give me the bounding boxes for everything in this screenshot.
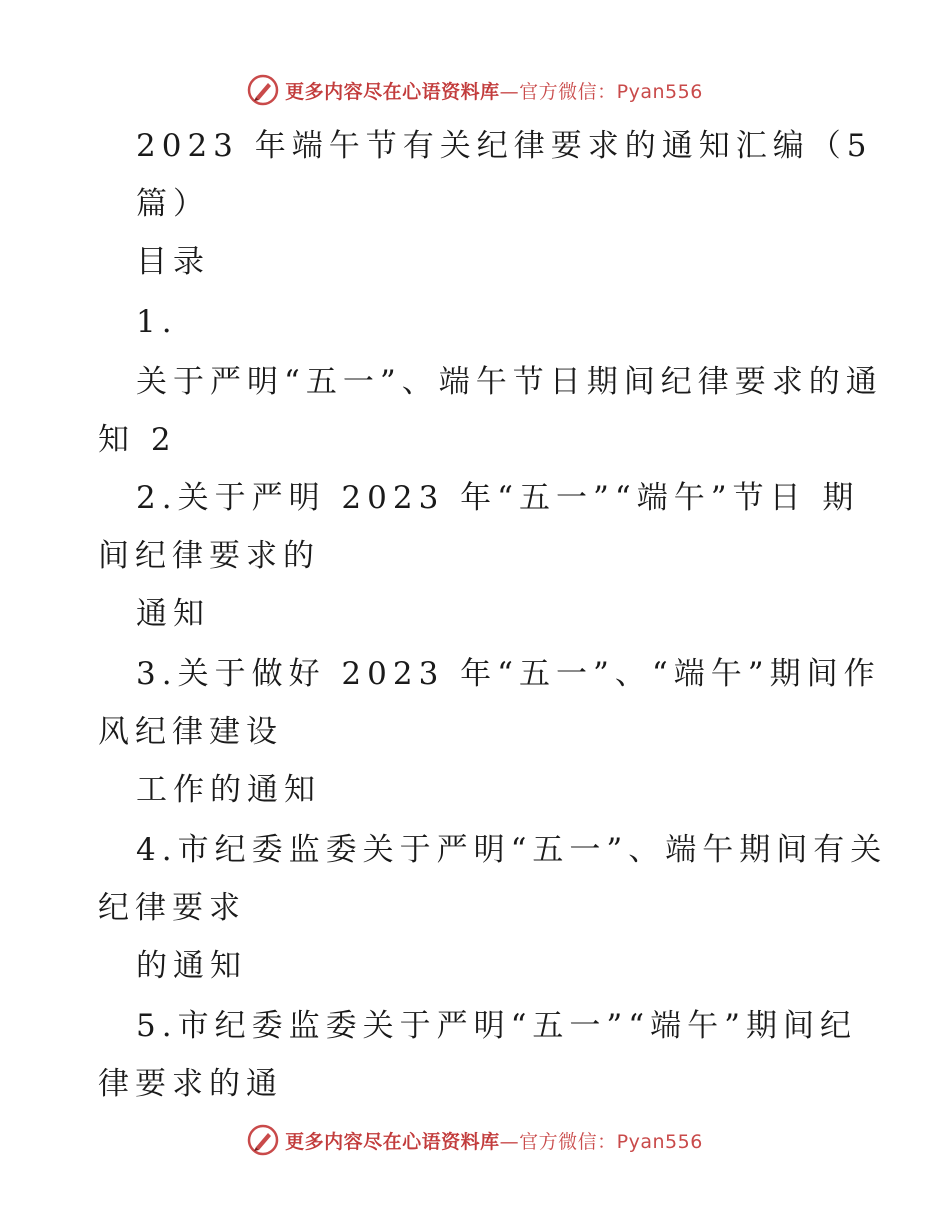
- banner-contact: 官方微信：Pyan556: [519, 80, 703, 103]
- pen-logo-icon: [247, 74, 279, 106]
- toc-item-4-line-3: 的通知: [136, 948, 247, 984]
- toc-heading: 目录: [136, 244, 210, 280]
- footer-banner: [0, 1120, 950, 1160]
- toc-item-1-line-1: 关于严明“五一”、端午节日期间纪律要求的通: [136, 364, 883, 400]
- toc-item-1-number: 1.: [136, 304, 178, 340]
- header-banner: [0, 70, 950, 110]
- pen-logo-icon: [247, 1124, 279, 1156]
- toc-item-4-line-2: 纪律要求: [98, 890, 246, 926]
- toc-item-2-line-1: 2.关于严明 2023 年“五一”“端午”节日 期: [136, 480, 860, 516]
- doc-title-line-1: 2023 年端午节有关纪律要求的通知汇编（5: [136, 128, 873, 164]
- toc-item-2-line-2: 间纪律要求的: [98, 538, 320, 574]
- toc-item-1-line-2: 知 2: [98, 422, 177, 458]
- banner-brand: 更多内容尽在心语资料库: [285, 80, 500, 103]
- toc-item-3-line-1: 3.关于做好 2023 年“五一”、“端午”期间作: [136, 656, 881, 692]
- banner-text: [285, 77, 703, 104]
- toc-item-4-line-1: 4.市纪委监委关于严明“五一”、端午期间有关: [136, 832, 888, 868]
- banner-brand: 更多内容尽在心语资料库: [285, 1130, 500, 1153]
- doc-title-line-2: 篇）: [136, 186, 210, 222]
- banner-separator: —: [499, 80, 520, 103]
- toc-item-5-line-1: 5.市纪委监委关于严明“五一”“端午”期间纪: [136, 1008, 857, 1044]
- banner-contact: 官方微信：Pyan556: [519, 1130, 703, 1153]
- toc-item-5-line-2: 律要求的通: [98, 1066, 283, 1102]
- banner-separator: —: [499, 1130, 520, 1153]
- toc-item-3-line-2: 风纪律建设: [98, 714, 283, 750]
- toc-item-2-line-3: 通知: [136, 596, 210, 632]
- banner-text: [285, 1127, 703, 1154]
- toc-item-3-line-3: 工作的通知: [136, 772, 321, 808]
